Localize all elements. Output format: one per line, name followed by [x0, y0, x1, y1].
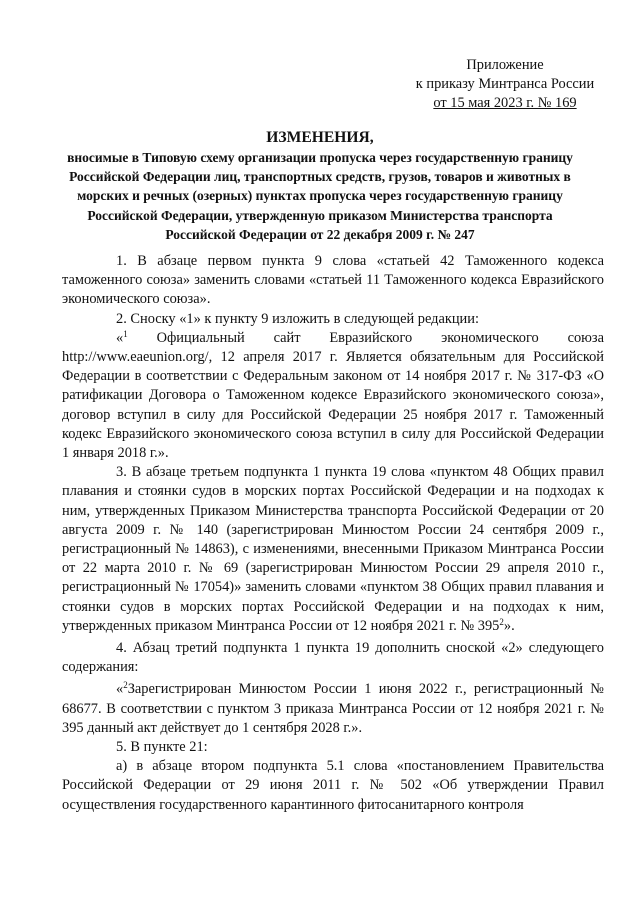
paragraph-3-text: Официальный сайт Евразийского экономического союза http://www.eaeunion.org/, 12 апреля 2017 г. Является обязательным для Российской Федерации в соответствии с Федеральным законом от 14 ноября 2017 г. № 317-ФЗ «О ратификации Договора о Таможенном кодексе Евразийского экономического союза», договор вступил в силу для Российской Федерации 25 ноября 2017 г. Таможенный кодекс Евразийского экономического союза вступил в силу для Российской Федерации 1 января 2018 г.». — [62, 329, 604, 462]
document-body — [62, 252, 604, 815]
document-title: ИЗМЕНЕНИЯ, — [266, 129, 374, 146]
paragraph-3 — [62, 329, 604, 463]
appendix-order-date: от 15 мая 2023 г. № 169 — [433, 95, 577, 111]
paragraph-6-text: Зарегистрирован Минюстом России 1 июня 2022 г., регистрационный № 68677. В соответствии с пунктом 3 приказа Минтранса России от 12 ноября 2021 г. № 395 данный акт действует до 1 сентября 2028 г.». — [62, 681, 604, 736]
paragraph-5: 4. Абзац третий подпункта 1 пункта 19 дополнить сноской «2» следующего содержания: — [62, 640, 604, 676]
paragraph-2: 2. Сноску «1» к пункту 9 изложить в следующей редакции: — [116, 310, 479, 327]
paragraph-4-text: 3. В абзаце третьем подпункта 1 пункта 19 слова «пунктом 48 Общих правил плавания и стоянки судов в морских портах Российской Федерации и на подходах к ним, утвержденных Приказом Министерства транспорта Российской Федерации от 20 августа 2009 г. № 140 (зарегистрирован Минюстом России 24 сентября 2009 г., регистрационный № 14863), с изменениями, внесенными Приказом Минтранса России от 22 марта 2010 г. № 69 (зарегистрирован Минюстом России 29 апреля 2010 г., регистрационный № 17054)» заменить словами «пунктом 38 Общих правил плавания и стоянки судов в морских портах Российской Федерации и на подходах к ним, утвержденных приказом Минтранса России от 12 ноября 2021 г. № 395 — [62, 464, 604, 634]
quote-open-2: « — [116, 681, 124, 698]
paragraph-6 — [62, 680, 604, 738]
appendix-order-ref: к приказу Минтранса России — [415, 76, 595, 92]
footnote-marker-2b: 2 — [123, 680, 128, 691]
footnote-marker-2: 2 — [499, 616, 504, 627]
paragraph-8: а) в абзаце втором подпункта 5.1 слова «постановлением Правительства Российской Федерации от 29 июня 2011 г. № 502 «Об утверждении Правил осуществления государственного карантинного фитосанитарного контроля — [62, 758, 604, 813]
paragraph-7: 5. В пункте 21: — [116, 739, 208, 756]
paragraph-1: 1. В абзаце первом пункта 9 слова «статьей 42 Таможенного кодекса таможенного союза» заменить словами «статьей 11 Таможенного кодекса Евразийского экономического союза». — [62, 253, 604, 308]
appendix-header — [400, 56, 610, 113]
document-subtitle: вносимые в Типовую схему организации пропуска через государственную границу Российской Федерации лиц, транспортных средств, грузов, товаров и животных в морских и речных (озерных) пунктах пропуска через государственную границу Российской Федерации, утвержденную приказом Министерства транспорта Российской Федерации от 22 декабря 2009 г. № 247 — [67, 150, 573, 242]
quote-open: « — [116, 329, 124, 346]
paragraph-4-end: ». — [503, 617, 515, 634]
footnote-marker-1: 1 — [123, 328, 128, 339]
paragraph-4 — [62, 463, 604, 636]
appendix-label: Приложение — [466, 57, 544, 73]
